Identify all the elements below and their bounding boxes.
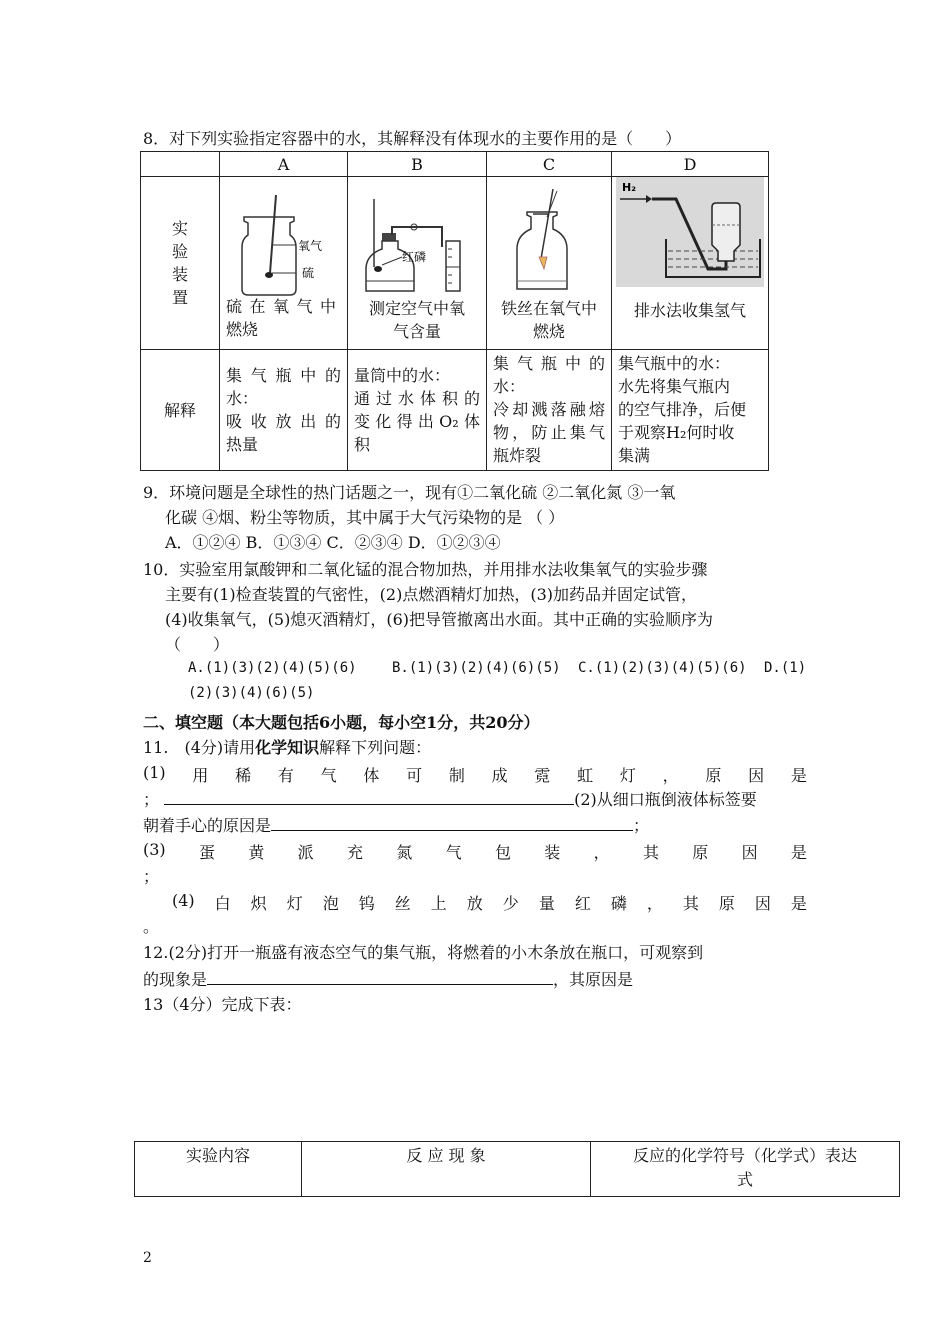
q10-option-d: D.(1)	[764, 660, 807, 676]
q9-line2: 化碳 ④烟、粉尘等物质，其中属于大气污染物的是 （ ）	[165, 508, 565, 527]
spread-char: 气	[320, 766, 337, 785]
spread-char: 因	[754, 894, 771, 913]
q13-header-phenomenon: 反 应 现 象	[302, 1142, 591, 1197]
spread-char: 稀	[235, 766, 252, 785]
expl-a-1: 集气瓶中的	[226, 366, 341, 385]
expl-a-4: 热量	[226, 435, 259, 454]
q11-p2-text: (2)从细口瓶倒液体标签要	[574, 790, 757, 809]
q12-line2-end: ，其原因是	[553, 970, 634, 989]
expl-a-2: 水：	[226, 389, 259, 408]
spread-char: 其	[642, 843, 659, 862]
q13-table	[134, 1141, 900, 1197]
spread-char: 泡	[322, 894, 339, 913]
spread-char: 钨	[358, 894, 375, 913]
q9-line1: 9．环境问题是全球性的热门话题之一，现有①二氧化硫 ②二氧化氮 ③一氧	[143, 483, 676, 502]
q8-header-d: D	[612, 152, 769, 177]
q10-line3: (4)收集氧气，(5)熄灭酒精灯，(6)把导管撤离出水面。其中正确的实验顺序为	[165, 610, 713, 629]
q8-cell-d-apparatus	[612, 177, 769, 350]
spread-char: 原	[718, 894, 735, 913]
q8-row-label-apparatus	[141, 177, 220, 350]
spread-char: 上	[430, 894, 447, 913]
q8-row-label-explanation: 解释	[141, 350, 220, 471]
q10-line4: （ ）	[165, 635, 230, 654]
q11-part4	[172, 891, 807, 914]
q11-part1	[143, 763, 807, 786]
expl-c-4: 物，防止集气	[493, 423, 605, 442]
q12-line1: 12.(2分)打开一瓶盛有液态空气的集气瓶，将燃着的小木条放在瓶口，可观察到	[143, 943, 704, 962]
expl-c-1: 集气瓶中的	[493, 354, 605, 373]
q11-p1-semicolon: ；	[143, 790, 160, 809]
q11-prefix: 11. (4分)请用	[143, 738, 256, 757]
caption-c-2: 燃烧	[532, 322, 565, 341]
q10-option-b: B.(1)(3)(2)(4)(6)(5)	[392, 660, 561, 676]
q10-option-a: A.(1)(3)(2)(4)(5)(6)	[188, 660, 357, 676]
page-number: 2	[143, 1250, 152, 1266]
q10-option-d-cont: (2)(3)(4)(6)(5)	[188, 685, 315, 701]
spread-char: 成	[491, 766, 508, 785]
spread-char: 黄	[248, 843, 265, 862]
expl-c-5: 瓶炸裂	[493, 446, 542, 465]
q13-header-formula	[591, 1142, 900, 1197]
spread-char: 有	[277, 766, 294, 785]
spread-char: 霓	[534, 766, 551, 785]
spread-char: 气	[445, 843, 462, 862]
caption-d: 排水法收集氢气	[633, 301, 746, 320]
caption-b-2: 气含量	[392, 322, 441, 341]
q8-header-a: A	[220, 152, 348, 177]
spread-char: 少	[502, 894, 519, 913]
label-o2: 氧气	[298, 239, 323, 253]
q8-cell-b-apparatus	[348, 177, 487, 350]
q10-line2: 主要有(1)检查装置的气密性，(2)点燃酒精灯加热，(3)加药品并固定试管，	[165, 585, 697, 604]
spread-char: 包	[494, 843, 511, 862]
spread-char: 是	[790, 766, 807, 785]
label-red-phosphorus: 红磷	[402, 250, 427, 264]
expl-d-3: 的空气排净，后便	[618, 400, 747, 419]
spread-char: ，	[593, 843, 610, 862]
iron-wire-figure	[491, 177, 607, 297]
label-char: 装	[171, 265, 188, 284]
spread-char: 其	[682, 894, 699, 913]
expl-b-1: 量筒中的水：	[354, 366, 451, 385]
q8-cell-c-apparatus	[487, 177, 612, 350]
q8-cell-c-explanation	[487, 350, 612, 471]
expl-d-4: 于观察H₂何时收	[618, 423, 735, 442]
expl-b-3: 变化得出O₂体	[354, 412, 480, 431]
spread-char: 是	[790, 894, 807, 913]
spread-char: 因	[741, 843, 758, 862]
expl-a-3: 吸收放出的	[226, 412, 341, 431]
q12-line2	[143, 968, 633, 991]
label-h2: H₂	[622, 181, 637, 194]
q8-stem: 8．对下列实验指定容器中的水，其解释没有体现水的主要作用的是（ ）	[143, 129, 682, 148]
answer-blank-2[interactable]	[271, 814, 633, 831]
expl-c-2: 水：	[493, 377, 526, 396]
q11-part2-cont	[143, 814, 649, 837]
spread-char: 磷	[610, 894, 627, 913]
expl-d-2: 水先将集气瓶内	[618, 377, 731, 396]
answer-blank-1[interactable]	[164, 788, 574, 805]
q8-cell-b-explanation	[348, 350, 487, 471]
spread-char: 虹	[577, 766, 594, 785]
caption-b-1: 测定空气中氧	[368, 299, 465, 318]
spread-char: 白	[214, 894, 231, 913]
label-char: 验	[171, 242, 188, 261]
expl-d-5: 集满	[618, 446, 651, 465]
caption-c-1: 铁丝在氧气中	[500, 299, 597, 318]
q12-line2-start: 的现象是	[143, 970, 208, 989]
spread-char: 可	[406, 766, 423, 785]
q11-part1-cont	[143, 788, 757, 811]
spread-char: 制	[448, 766, 465, 785]
q9-options: A．①②④ B．①③④ C．②③④ D．①②③④	[165, 533, 501, 552]
spread-char: 用	[192, 766, 209, 785]
spread-char: 充	[346, 843, 363, 862]
spread-char: 蛋	[198, 843, 215, 862]
q8-cell-a-explanation	[220, 350, 348, 471]
expl-c-3: 冷却溅落融熔	[493, 400, 605, 419]
spread-char: 灯	[286, 894, 303, 913]
spread-char: 放	[466, 894, 483, 913]
q10-option-c: C.(1)(2)(3)(4)(5)(6)	[578, 660, 747, 676]
q8-table	[140, 151, 769, 471]
spread-char: 派	[297, 843, 314, 862]
phosphorus-air-figure	[352, 177, 482, 297]
q13-stem: 13（4分）完成下表：	[143, 995, 302, 1014]
q13-header-formula-line1: 反应的化学符号（化学式）表达	[632, 1146, 857, 1165]
q11-bold: 化学知识	[255, 738, 320, 757]
section2-title: 二、填空题（本大题包括6小题，每小空1分，共20分）	[143, 713, 540, 732]
spread-char: 炽	[250, 894, 267, 913]
spread-char: 原	[705, 766, 722, 785]
expl-b-2: 通过水体积的	[354, 389, 480, 408]
expl-b-4: 积	[354, 435, 371, 454]
q13-header-content: 实验内容	[135, 1142, 302, 1197]
q11-p2-end: ；	[633, 816, 650, 835]
spread-char: ，	[662, 766, 679, 785]
q13-header-formula-line2: 式	[736, 1170, 753, 1189]
spread-char: 丝	[394, 894, 411, 913]
q11-part3	[143, 840, 807, 863]
spread-char: (4)	[172, 891, 195, 910]
spread-char: ，	[646, 894, 663, 913]
spread-char: 装	[544, 843, 561, 862]
q8-cell-a-apparatus	[220, 177, 348, 350]
label-char: 置	[171, 288, 188, 307]
spread-char: (3)	[143, 840, 166, 859]
q11-suffix: 解释下列问题：	[319, 738, 432, 757]
q8-header-b: B	[348, 152, 487, 177]
hydrogen-collection-figure	[616, 177, 764, 287]
spread-char: 灯	[619, 766, 636, 785]
spread-char: 体	[363, 766, 380, 785]
spread-char: 量	[538, 894, 555, 913]
q11-part4-end: 。	[143, 917, 160, 936]
label-sulfur: 硫	[302, 266, 315, 280]
label-char: 实	[171, 219, 188, 238]
q10-line1: 10．实验室用氯酸钾和二氧化锰的混合物加热，并用排水法收集氧气的实验步骤	[143, 560, 708, 579]
q11-part3-end: ；	[143, 867, 160, 886]
spread-char: 是	[790, 843, 807, 862]
spread-char: (1)	[143, 763, 166, 782]
caption-a-2: 燃烧	[226, 320, 259, 339]
spread-char: 红	[574, 894, 591, 913]
spread-char: 氮	[396, 843, 413, 862]
spread-char: 因	[748, 766, 765, 785]
spread-char: 原	[692, 843, 709, 862]
q8-header-empty	[141, 152, 220, 177]
expl-d-1: 集气瓶中的水：	[618, 354, 731, 373]
q8-header-c: C	[487, 152, 612, 177]
answer-blank-3[interactable]	[207, 968, 553, 985]
q8-cell-d-explanation	[612, 350, 769, 471]
caption-a-1: 硫在氧气中	[226, 297, 336, 316]
sulfur-burning-figure	[226, 177, 341, 297]
q11-intro	[143, 737, 431, 759]
q11-p2-cont: 朝着手心的原因是	[143, 816, 272, 835]
